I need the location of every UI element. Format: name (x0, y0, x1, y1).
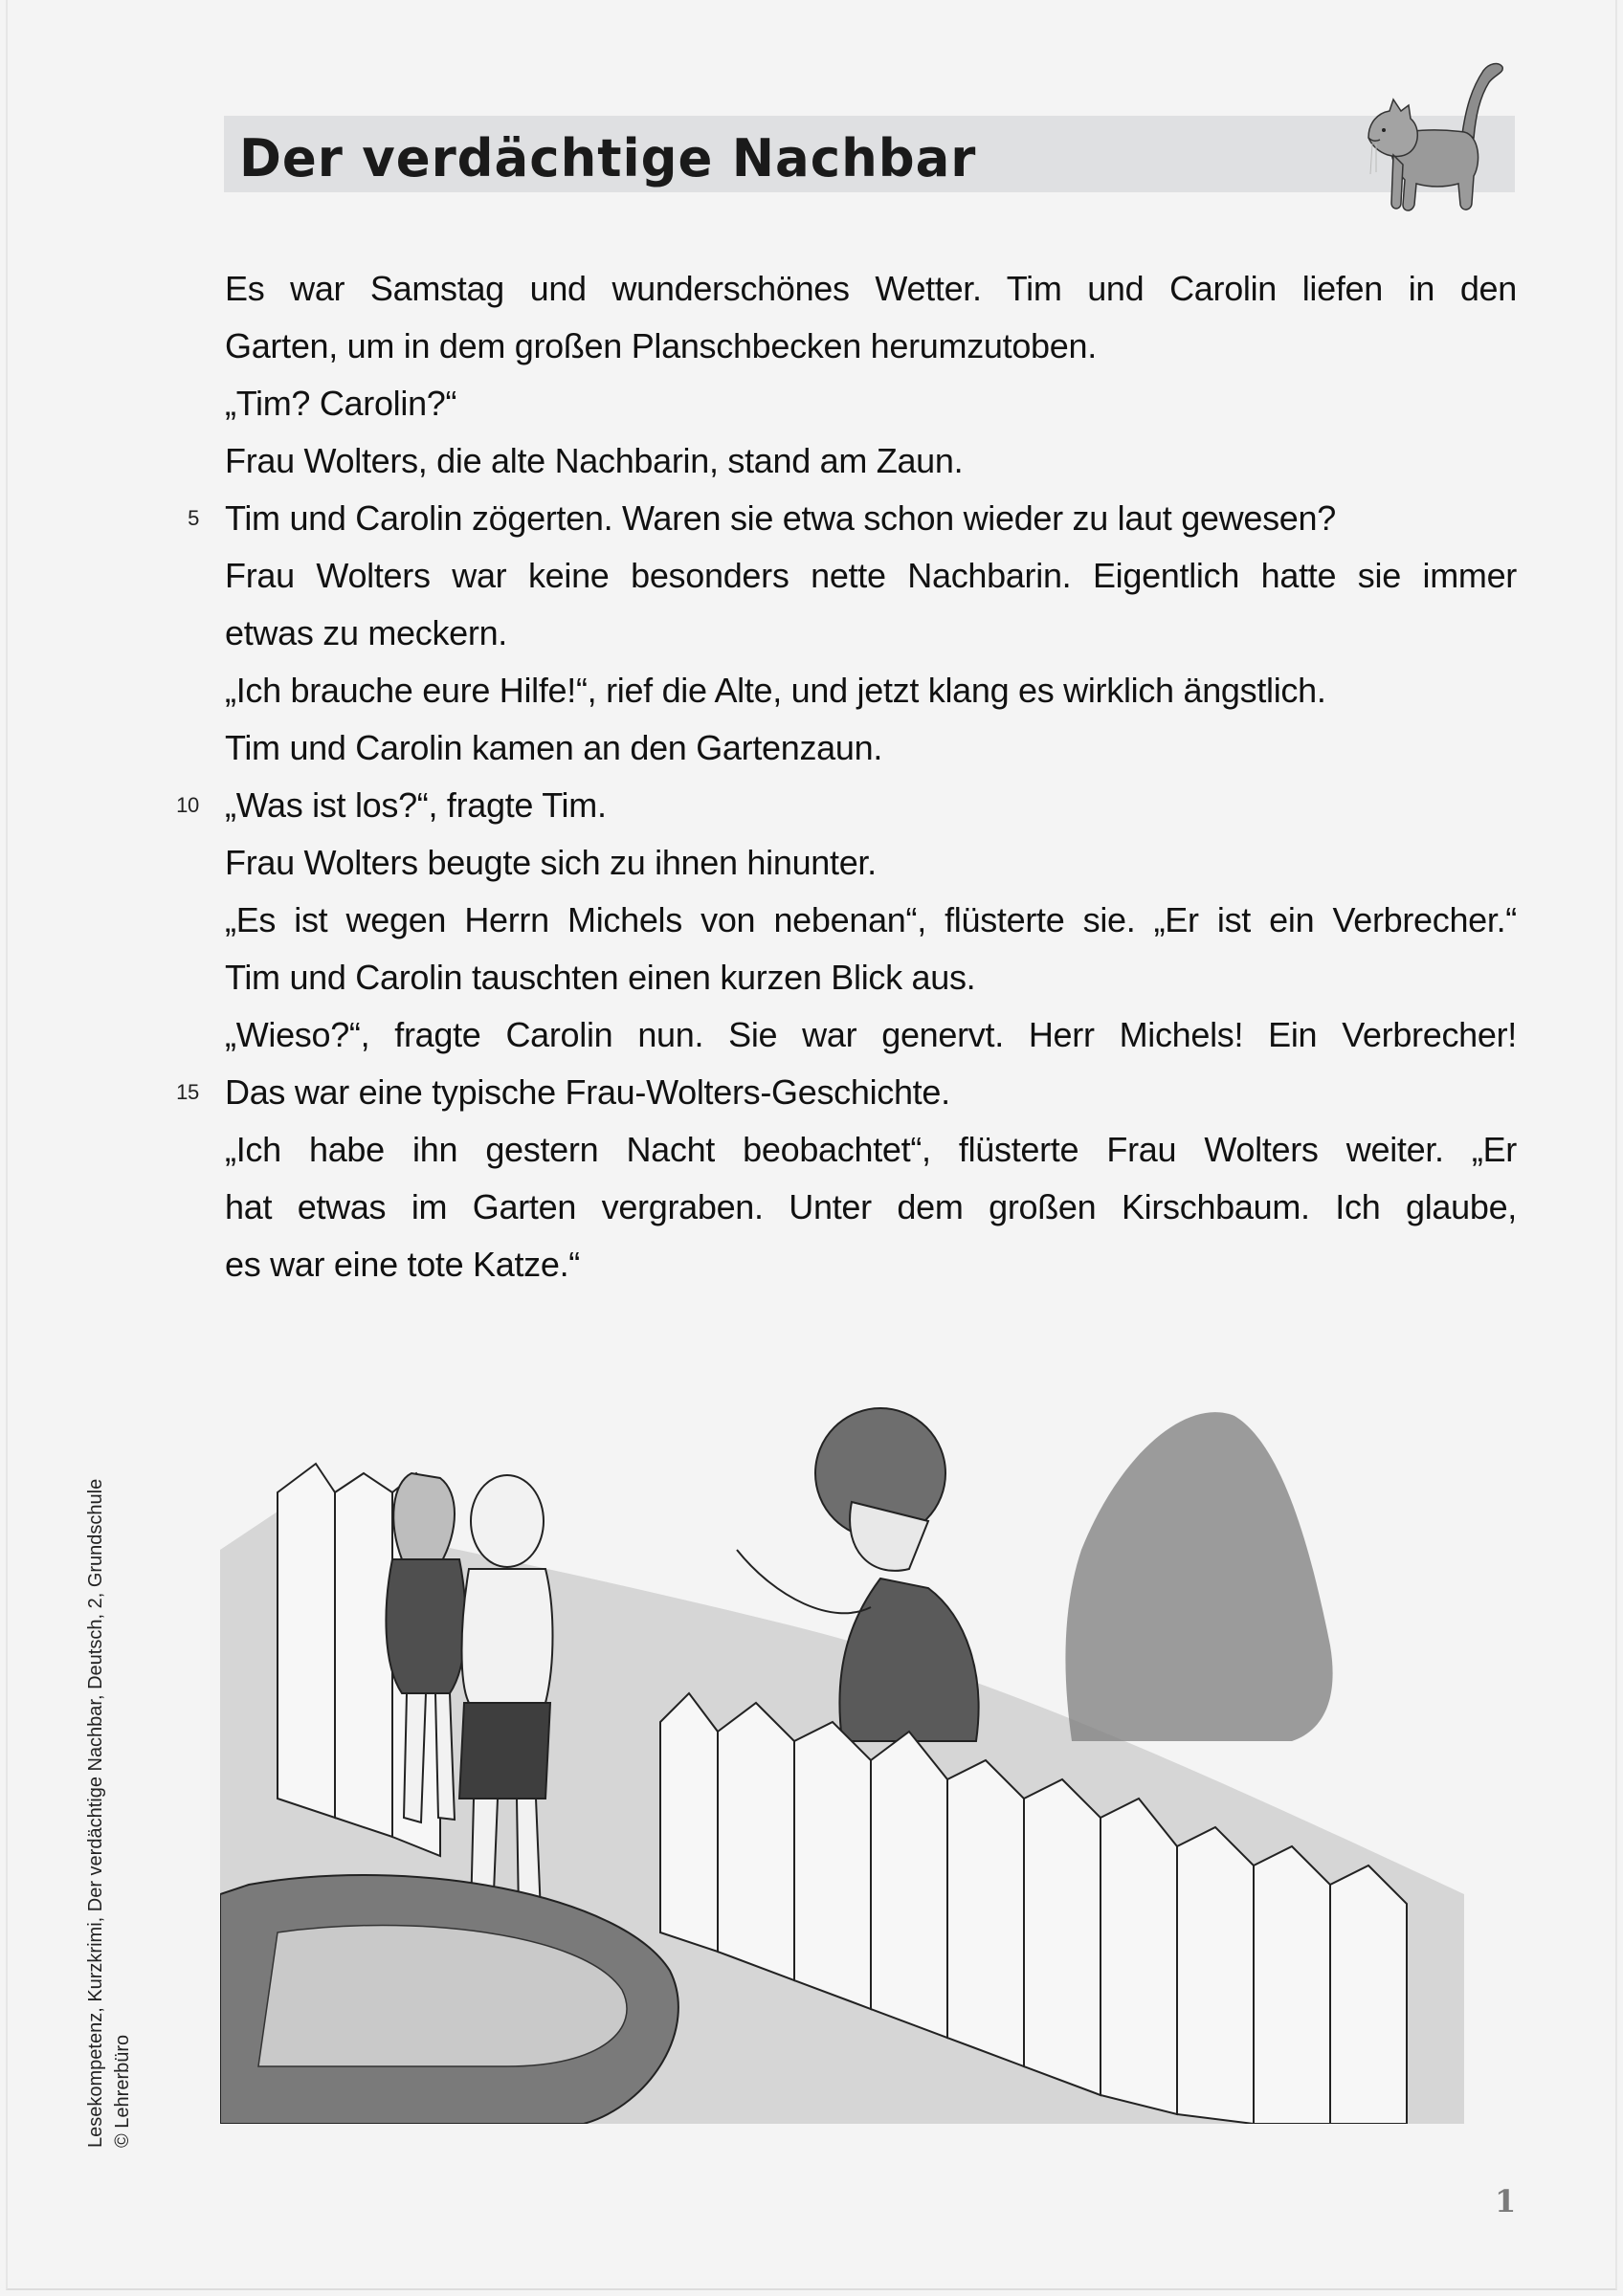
story-line-text: Frau Wolters beugte sich zu ihnen hinunter. (225, 843, 877, 882)
story-line (225, 605, 1517, 662)
story-line (225, 318, 1517, 375)
story-line-text: „Es ist wegen Herrn Michels von nebenan“, flüsterte sie. „Er ist ein Verbrecher.“ (225, 900, 1517, 939)
story-line-text: Es war Samstag und wunderschönes Wetter. Tim und Carolin liefen in den (225, 269, 1517, 308)
story-line-text: Tim und Carolin kamen an den Gartenzaun. (225, 728, 883, 767)
story-line-text: Tim und Carolin tauschten einen kurzen Blick aus. (225, 958, 976, 997)
line-number: 5 (188, 506, 199, 530)
story-line (225, 949, 1517, 1006)
story-line-text: „Was ist los?“, fragte Tim. (225, 785, 607, 825)
credit-copyright: © Lehrerbüro (112, 2034, 133, 2148)
cat-illustration-icon (1349, 50, 1522, 222)
story-line-text: etwas zu meckern. (225, 613, 508, 652)
story-line (225, 1121, 1517, 1179)
story-line-text: Frau Wolters war keine besonders nette Nachbarin. Eigentlich hatte sie immer (225, 556, 1517, 595)
story-line-text: es war eine tote Katze.“ (225, 1245, 580, 1284)
line-number: 15 (176, 1080, 199, 1104)
story-line (225, 260, 1517, 318)
story-line (225, 1006, 1517, 1064)
story-line (176, 777, 1517, 834)
line-number: 10 (176, 793, 199, 817)
story-line-text: „Ich brauche eure Hilfe!“, rief die Alte, und jetzt klang es wirklich ängstlich. (225, 671, 1326, 710)
story-illustration (220, 1358, 1464, 2124)
story-line-text: Tim und Carolin zögerten. Waren sie etwa schon wieder zu laut gewesen? (225, 498, 1336, 538)
story-line-text: „Ich habe ihn gestern Nacht beobachtet“, flüsterte Frau Wolters weiter. „Er (225, 1130, 1517, 1169)
page-title: Der verdächtige Nachbar (239, 128, 977, 188)
story-line (225, 375, 1517, 432)
story-line-text: Garten, um in dem großen Planschbecken herumzutoben. (225, 326, 1097, 365)
story-line (225, 892, 1517, 949)
story-line (225, 1236, 1517, 1293)
story-line-text: „Tim? Carolin?“ (225, 384, 457, 423)
story-line (225, 432, 1517, 490)
copyright-credit (82, 1479, 136, 2148)
credit-source: Lesekompetenz, Kurzkrimi, Der verdächtige Nachbar, Deutsch, 2, Grundschule (85, 1478, 106, 2148)
story-line-text: „Wieso?“, fragte Carolin nun. Sie war genervt. Herr Michels! Ein Verbrecher! (225, 1015, 1517, 1054)
story-line (225, 834, 1517, 892)
page-number: 1 (1495, 2183, 1517, 2219)
story-text (176, 260, 1517, 1293)
story-line-text: Das war eine typische Frau-Wolters-Geschichte. (225, 1072, 950, 1112)
story-line (225, 1179, 1517, 1236)
story-line (225, 547, 1517, 605)
story-line (225, 719, 1517, 777)
story-line-text: Frau Wolters, die alte Nachbarin, stand am Zaun. (225, 441, 964, 480)
story-line-text: hat etwas im Garten vergraben. Unter dem großen Kirschbaum. Ich glaube, (225, 1187, 1517, 1226)
story-line (225, 662, 1517, 719)
story-line (176, 1064, 1517, 1121)
story-line (188, 490, 1517, 547)
